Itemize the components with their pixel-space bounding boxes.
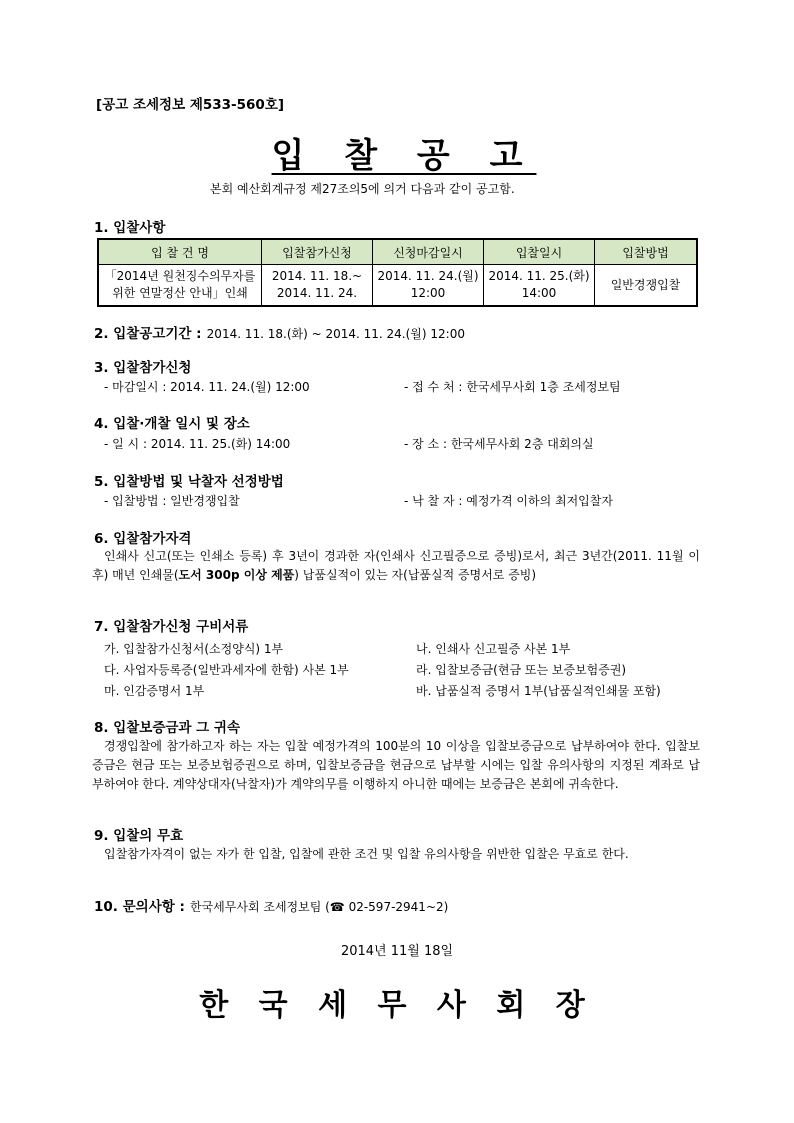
bid-table-header-row	[98, 239, 697, 265]
section-4-heading: 4. 입찰·개찰 일시 및 장소	[94, 416, 250, 432]
section-3-heading: 3. 입찰참가신청	[94, 360, 192, 376]
section-10	[94, 895, 448, 915]
column-header: 입 찰 건 명	[98, 239, 262, 265]
page-title	[0, 128, 794, 177]
invalidity-text: 입찰참가자격이 없는 자가 한 입찰, 입찰에 관한 조건 및 입찰 유의사항을 위반한 입찰은 무효로 한다.	[104, 847, 629, 861]
page-title-text: 입 찰 공 고	[271, 136, 537, 176]
section-10-heading: 10. 문의사항 :	[94, 899, 185, 915]
bid-name-cell	[98, 265, 262, 307]
column-header: 입찰일시	[484, 239, 595, 265]
qualification-text-part: 인쇄사 신고(또는 인쇄소 등록) 후 3년이 경과한 자(인쇄사 신고필증으로 증빙)로서, 최근 3년간(2011. 11월 이후) 매년 인쇄물(	[92, 549, 700, 582]
qualification-text-emphasis: 도서 300p 이상 제품	[178, 568, 295, 582]
reception-detail: - 접 수 처 : 한국세무사회 1층 조세정보팀	[404, 380, 621, 394]
list-item: 마. 인감증명서 1부	[104, 684, 205, 698]
list-item: 가. 입찰참가신청서(소정양식) 1부	[104, 642, 284, 656]
list-item: 나. 인쇄사 신고필증 사본 1부	[416, 642, 571, 656]
qualification-text	[92, 547, 700, 585]
section-5-heading: 5. 입찰방법 및 낙찰자 선정방법	[94, 474, 284, 490]
bid-place-detail: - 장 소 : 한국세무사회 2층 대회의실	[404, 437, 594, 451]
bid-datetime-cell	[484, 265, 595, 307]
list-item: 다. 사업자등록증(일반과세자에 한함) 사본 1부	[104, 663, 349, 677]
column-header: 입찰방법	[595, 239, 698, 265]
section-6-heading: 6. 입찰참가자격	[94, 531, 192, 547]
apply-period-cell	[262, 265, 373, 307]
notice-period-value: 2014. 11. 18.(화) ~ 2014. 11. 24.(월) 12:00	[206, 327, 465, 341]
deadline-detail: - 마감일시 : 2014. 11. 24.(월) 12:00	[104, 380, 310, 394]
section-2-heading: 2. 입찰공고기간 :	[94, 326, 202, 342]
section-8-heading: 8. 입찰보증금과 그 귀속	[94, 720, 240, 736]
winner-detail: - 낙 찰 자 : 예정가격 이하의 최저입찰자	[404, 494, 613, 508]
table-row	[98, 265, 697, 307]
intro-text: 본회 예산회계규정 제27조의5에 의거 다음과 같이 공고함.	[210, 182, 515, 196]
section-7-heading: 7. 입찰참가신청 구비서류	[94, 619, 249, 635]
bid-name-line: 위한 연말정산 안내」인쇄	[112, 286, 248, 300]
list-item: 바. 납품실적 증명서 1부(납품실적인쇄물 포함)	[416, 684, 661, 698]
column-header: 신청마감일시	[373, 239, 484, 265]
bid-time-detail: - 일 시 : 2014. 11. 25.(화) 14:00	[104, 437, 291, 451]
list-item: 라. 입찰보증금(현금 또는 보증보험증권)	[416, 663, 627, 677]
deadline-line: 2014. 11. 24.(월)	[377, 269, 479, 283]
deposit-text: 경쟁입찰에 참가하고자 하는 자는 입찰 예정가격의 100분의 10 이상을 입찰보증금으로 납부하여야 한다. 입찰보증금은 현금 또는 보증보험증권으로 하며, 입찰보증금을 현금으로 납부할 시에는 입찰 유의사항의 지정된 계좌로 납부하여야 한다. 계약상대자(낙찰자)가 계약의무를 이행하지 아니한 때에는 보증금은 본회에 귀속한다.	[92, 739, 700, 791]
column-header: 입찰참가신청	[262, 239, 373, 265]
section-9-heading: 9. 입찰의 무효	[94, 828, 184, 844]
bid-name-line: 「2014년 원천징수의무자를	[104, 269, 256, 283]
bid-method-cell: 일반경쟁입찰	[595, 265, 698, 307]
bid-datetime-line: 14:00	[521, 286, 557, 300]
deadline-cell	[373, 265, 484, 307]
bid-method-detail: - 입찰방법 : 일반경쟁입찰	[104, 494, 240, 508]
apply-period-line: 2014. 11. 18.~	[271, 269, 363, 283]
deadline-line: 12:00	[410, 286, 446, 300]
section-1-heading: 1. 입찰사항	[94, 220, 166, 236]
notice-date: 2014년 11월 18일	[340, 944, 454, 959]
section-2	[94, 322, 465, 342]
notice-reference: [공고 조세정보 제533-560호]	[96, 97, 285, 113]
bid-table	[97, 238, 698, 307]
issuer-signature: 한 국 세 무 사 회 장	[199, 988, 595, 1023]
bid-datetime-line: 2014. 11. 25.(화)	[488, 269, 590, 283]
contact-value: 한국세무사회 조세정보팀 (☎ 02-597-2941~2)	[189, 900, 449, 914]
apply-period-line: 2014. 11. 24.	[276, 286, 358, 300]
qualification-text-part: ) 납품실적이 있는 자(납품실적 증명서로 증빙)	[294, 568, 537, 582]
